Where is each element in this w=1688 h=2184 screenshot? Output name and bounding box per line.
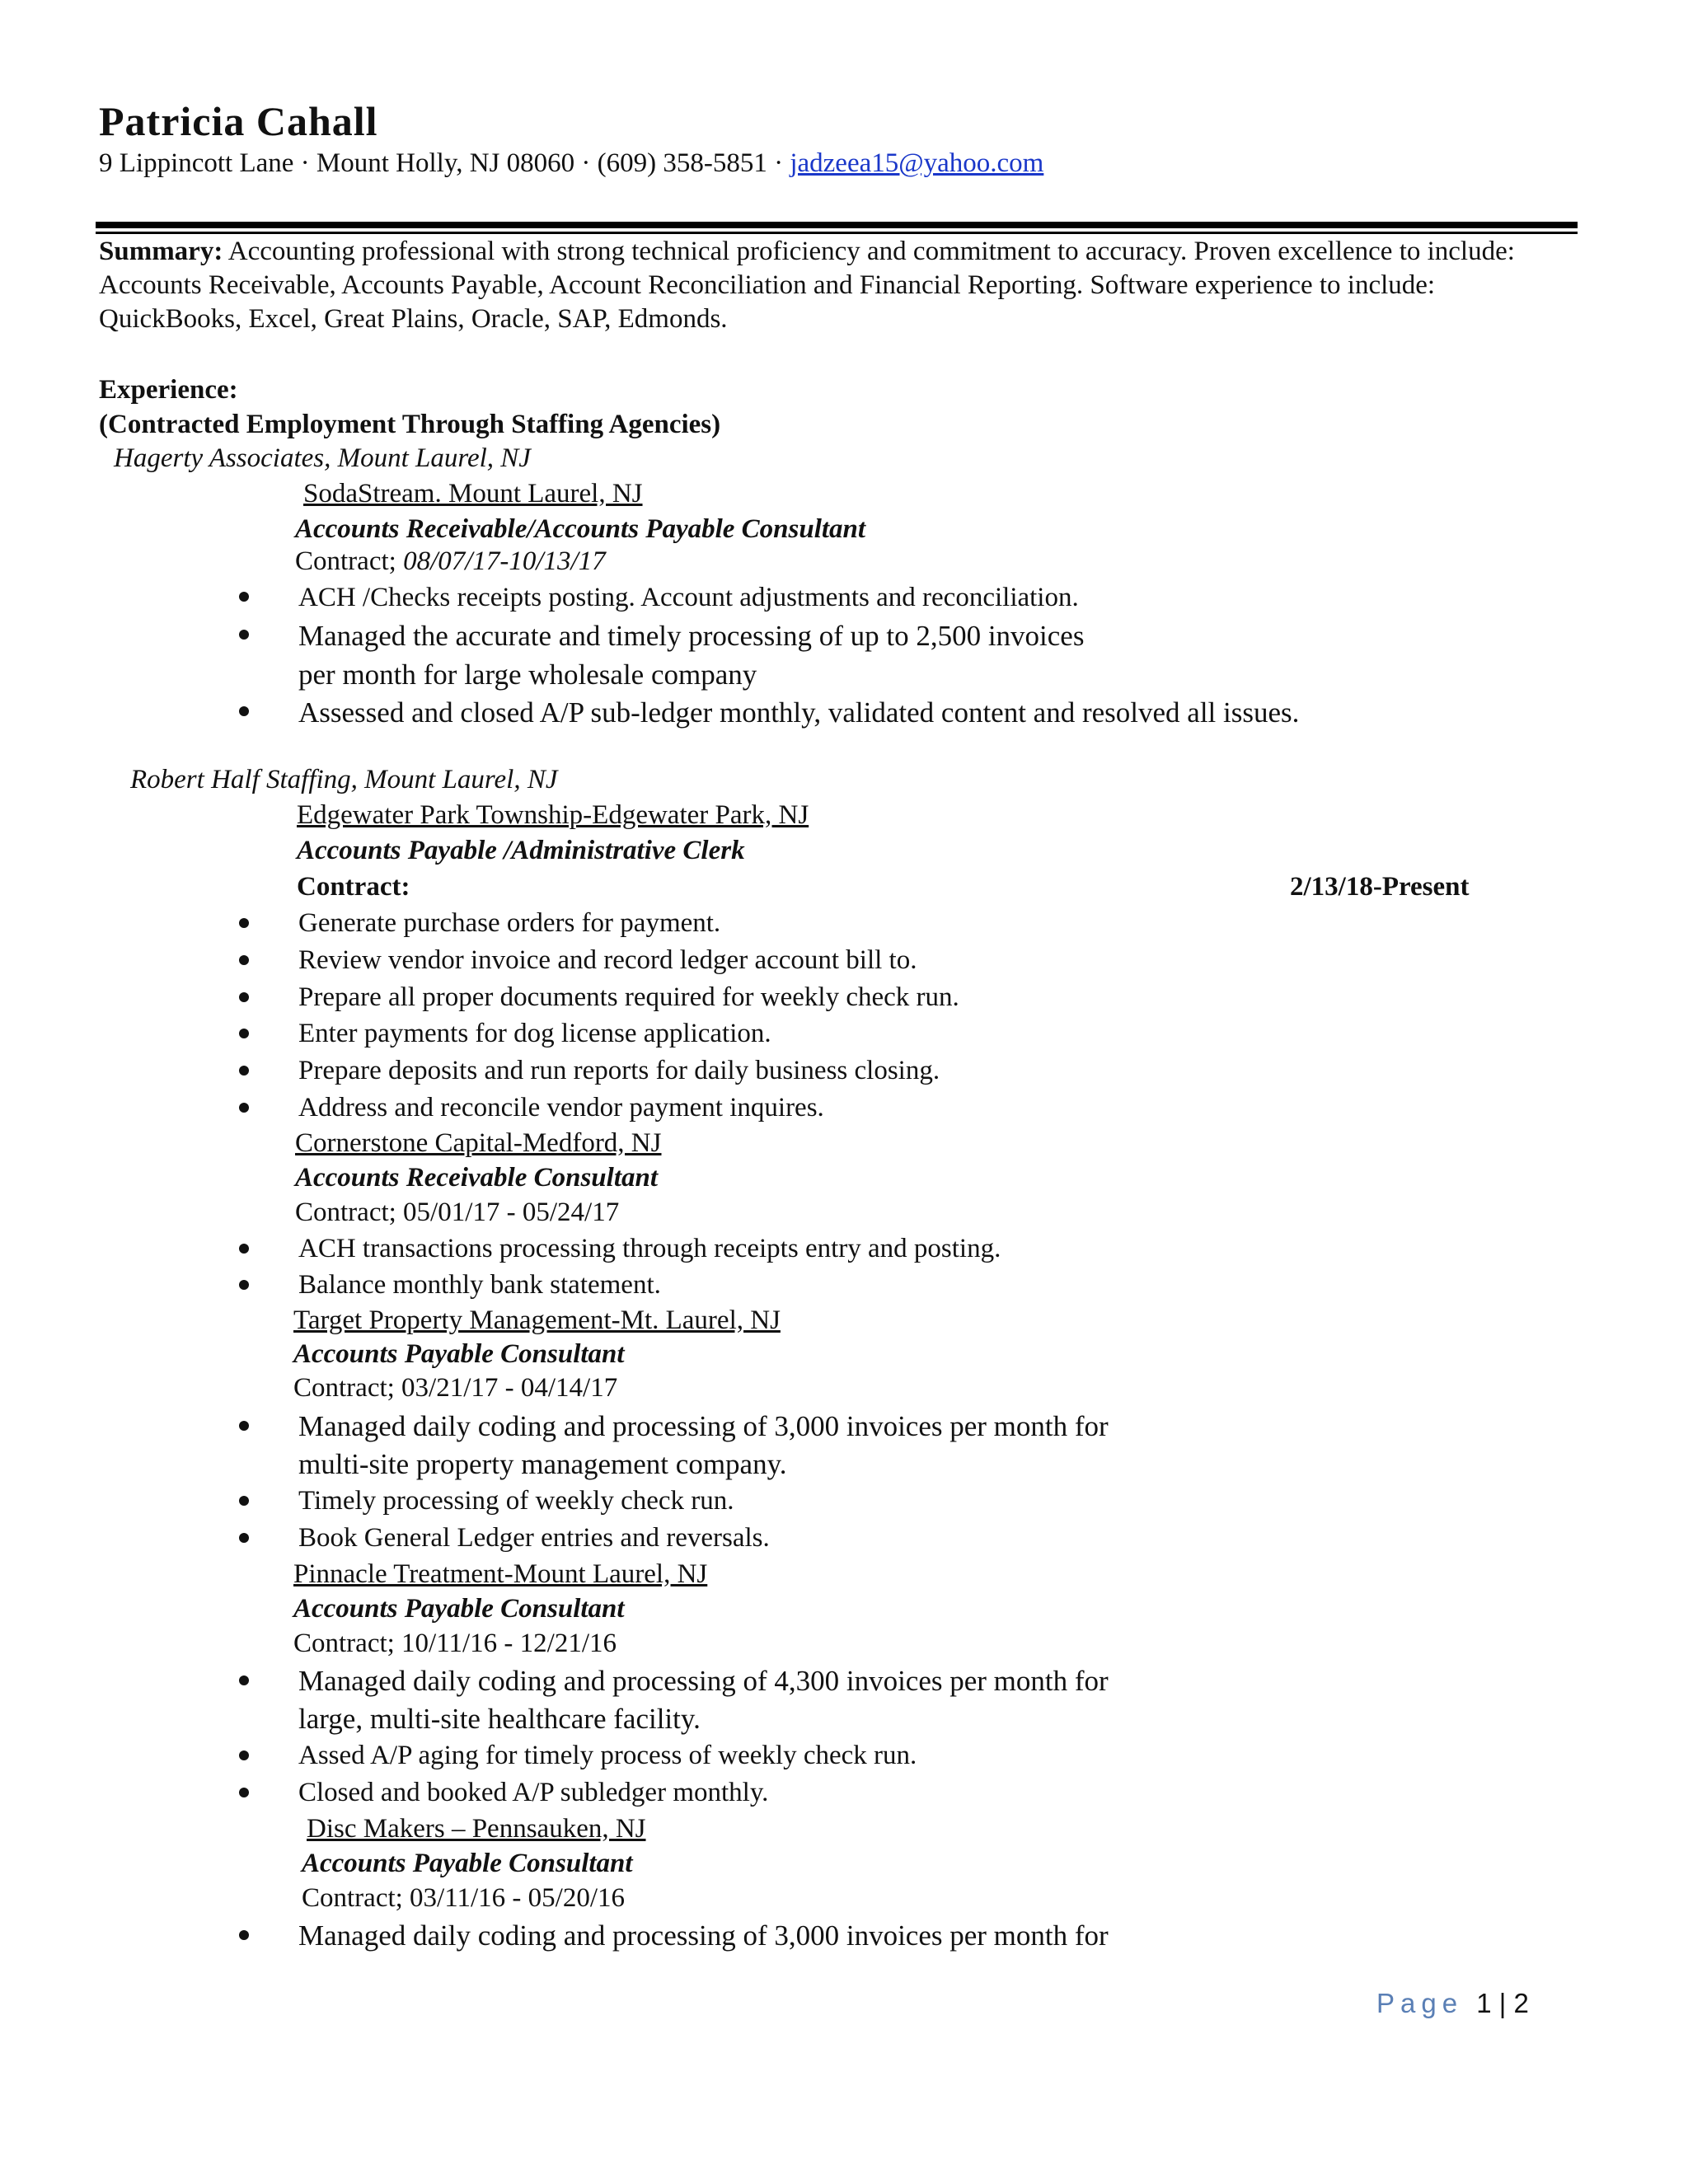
header-rule-thick [96,222,1578,228]
employer-edgewater: Edgewater Park Township-Edgewater Park, NJ [297,800,809,830]
summary-label: Summary: [99,237,223,266]
role-cornerstone: Accounts Receivable Consultant [295,1163,659,1193]
bullet-text: Assessed and closed A/P sub-ledger monthly, validated content and resolved all issues. [298,696,1300,729]
bullet-text: Prepare all proper documents required for weekly check run. [298,982,959,1012]
bullet-icon [239,621,257,639]
role-target-property: Accounts Payable Consultant [293,1339,625,1369]
agency-robert-half: Robert Half Staffing, Mount Laurel, NJ [130,765,558,794]
bullet-text: ACH /Checks receipts posting. Account adjustments and reconciliation. [298,583,1079,612]
candidate-name: Patricia Cahall [99,98,378,144]
contract-sodastream [295,546,606,577]
summary-text: Accounting professional with strong technical proficiency and commitment to accuracy. Proven excellence to include: Accounts Receivable, Accounts Payable, Account Reconciliation and Financial Reporting. Software experience to include: QuickBooks, Excel, Great Plains, Oracle, SAP, Edmonds. [99,237,1515,334]
bullet-icon [239,1666,257,1685]
employer-pinnacle: Pinnacle Treatment-Mount Laurel, NJ [293,1559,708,1589]
bullet-text-continued: per month for large wholesale company [298,658,757,691]
experience-heading: Experience: [99,375,238,405]
bullet-text: Address and reconcile vendor payment inquires. [298,1093,824,1122]
contract-dates: 08/07/17-10/13/17 [403,546,606,576]
employer-target-property: Target Property Management-Mt. Laurel, NJ [293,1305,781,1335]
role-sodastream: Accounts Receivable/Accounts Payable Consultant [295,514,866,544]
bullet-icon [239,909,257,927]
bullet-text: ACH transactions processing through receipts entry and posting. [298,1234,1001,1263]
bullet-text: Prepare deposits and run reports for daily business closing. [298,1056,940,1085]
bullet-icon [239,1921,257,1939]
bullet-icon [239,697,257,715]
contract-target-property: Contract; 03/21/17 - 04/14/17 [293,1373,618,1403]
bullet-icon [239,1412,257,1430]
contract-label: Contract; [295,546,404,576]
employer-disc-makers: Disc Makers – Pennsauken, NJ [307,1814,646,1844]
contact-line [99,148,1043,179]
role-disc-makers: Accounts Payable Consultant [302,1849,633,1878]
email-link[interactable]: jadzeea15@yahoo.com [790,148,1044,178]
bullet-text: Balance monthly bank statement. [298,1270,661,1300]
bullet-icon [239,1057,257,1075]
bullet-icon [239,983,257,1001]
contract-disc-makers: Contract; 03/11/16 - 05/20/16 [302,1883,625,1913]
bullet-icon [239,1235,257,1253]
bullet-text: Managed the accurate and timely processing of up to 2,500 invoices [298,620,1085,652]
bullet-icon [239,583,257,601]
header-rule-thin [96,232,1578,234]
contract-pinnacle: Contract; 10/11/16 - 12/21/16 [293,1629,617,1658]
employer-cornerstone: Cornerstone Capital-Medford, NJ [295,1128,662,1158]
employer-sodastream: SodaStream. Mount Laurel, NJ [303,479,643,509]
page-footer [1376,1988,1529,2019]
bullet-icon [239,946,257,964]
page-number: 1 | 2 [1476,1988,1529,2018]
bullet-text-continued: large, multi-site healthcare facility. [298,1703,701,1735]
bullet-text: Managed daily coding and processing of 3,000 invoices per month for [298,1410,1109,1442]
bullet-text: Review vendor invoice and record ledger account bill to. [298,945,917,975]
page-label: Page [1376,1988,1464,2018]
bullet-text: Closed and booked A/P subledger monthly. [298,1778,769,1807]
bullet-icon [239,1779,257,1797]
bullet-text: Enter payments for dog license application. [298,1019,771,1048]
bullet-text-continued: multi-site property management company. [298,1448,787,1480]
bullet-text: Timely processing of weekly check run. [298,1486,734,1516]
agency-hagerty: Hagerty Associates, Mount Laurel, NJ [114,443,531,473]
bullet-text: Managed daily coding and processing of 4,300 invoices per month for [298,1665,1109,1697]
bullet-text: Assed A/P aging for timely process of weekly check run. [298,1741,917,1770]
bullet-icon [239,1019,257,1038]
bullet-text: Managed daily coding and processing of 3,000 invoices per month for [298,1919,1109,1952]
role-pinnacle: Accounts Payable Consultant [293,1594,625,1624]
experience-subheading: (Contracted Employment Through Staffing Agencies) [99,410,721,439]
address-phone: 9 Lippincott Lane · Mount Holly, NJ 08060 · (609) 358-5851 · [99,148,790,178]
bullet-icon [239,1524,257,1542]
bullet-icon [239,1094,257,1112]
bullet-icon [239,1271,257,1289]
role-edgewater: Accounts Payable /Administrative Clerk [297,836,745,865]
contract-label-edgewater: Contract: [297,872,410,902]
bullet-text: Generate purchase orders for payment. [298,908,721,938]
bullet-icon [239,1487,257,1505]
bullet-text: Book General Ledger entries and reversals. [298,1523,770,1553]
bullet-icon [239,1741,257,1760]
contract-cornerstone: Contract; 05/01/17 - 05/24/17 [295,1197,620,1227]
summary-paragraph [99,235,1574,336]
contract-dates-edgewater: 2/13/18-Present [1290,872,1470,902]
